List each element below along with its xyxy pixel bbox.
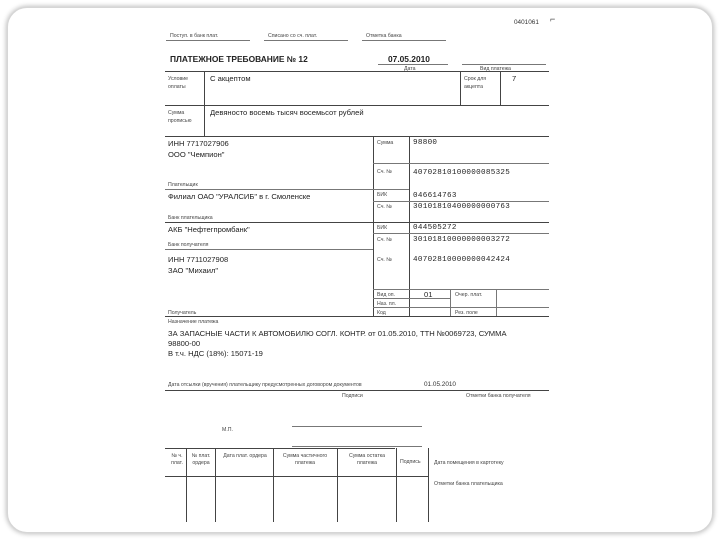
payer-caption: Плательщик [168,182,198,188]
vid-op-label: Вид оп. [377,292,395,298]
terms-divider-1 [204,71,205,105]
bottom-header-6: Подпись [400,459,421,465]
payee-bank-name: АКБ "Нефтегпромбанк" [168,225,250,234]
payer-amount-label: Сумма [377,140,394,146]
payer-account-value: 40702810100000085325 [413,169,511,177]
amount-words-top-border [165,105,549,106]
amount-words-label: Сумма прописью [168,110,192,124]
purpose-line-3: В т.ч. НДС (18%): 15071-19 [168,349,263,358]
signature-line-1 [292,426,422,427]
payer-inn: ИНН 7717027906 [168,139,229,148]
bottom-header-2: № плат. ордера [191,453,211,467]
corner-mark-top-right: ⌐ [550,14,556,24]
vid-op-value: 01 [424,290,433,299]
bank-mark-label: Отметки банка получателя [466,393,531,399]
reserve-label: Рез. поле [455,310,478,316]
payee-bank-caption: Банк получателя [168,242,209,248]
signatures-label: Подписи [342,393,363,399]
payee-bik-value: 044505272 [413,224,457,232]
payee-bik-label: БИК [377,225,388,231]
received-line [166,40,250,41]
file-date-label: Дата помещения в картотеку [434,460,504,466]
bottom-table-top [165,448,395,449]
goods-date-label: Дата отсылки (вручения) плательщику предусмотренных договором документов [168,382,362,388]
bottom-header-4: Сумма частичного платежа [282,453,328,467]
bottom-header-5: Сумма остатка платежа [349,453,385,467]
bank-mark-top-label: Отметка банка [366,33,402,39]
op-divider-2 [496,289,497,316]
amount-words-divider [204,105,205,136]
payee-bank-account-value: 30101810000000003272 [413,236,511,244]
payment-type-line [462,64,546,65]
bottom-col-6 [428,448,429,522]
op-row-top [373,289,549,290]
payee-inn: ИНН 7711027908 [168,255,229,264]
acceptance-label: Срок для акцепта [464,76,487,90]
form-code: 0401061 [514,19,539,26]
terms-divider-2 [460,71,461,105]
payer-bank-account-label: Сч. № [377,204,392,210]
debited-line [264,40,348,41]
payer-bank-bottom-border [165,222,549,223]
payer-bank-name: Филиал ОАО "УРАЛСИБ" в г. Смоленске [168,192,311,201]
code-label: Код [377,310,386,316]
payer-bik-top [373,189,409,190]
payee-account-label: Сч. № [377,257,392,263]
terms-label: Условие оплаты [168,76,189,90]
acceptance-value: 7 [512,74,517,83]
date-line [378,64,448,65]
purpose-line-2: 98800-00 [168,339,201,348]
purpose-label: Назначение платежа [168,319,219,325]
payer-account-label: Сч. № [377,169,392,175]
priority-label: Очер. плат. [455,292,483,298]
payer-bik-bottom [373,201,549,202]
date-caption: Дата [404,66,416,72]
amount-words-value: Девяносто восемь тысяч восемьсот рублей [210,108,364,117]
received-label: Поступ. в банк плат. [170,33,219,39]
payer-section-top-border [165,136,549,137]
goods-date-line [165,390,549,391]
purpose-line-1: ЗА ЗАПАСНЫЕ ЧАСТИ К АВТОМОБИЛЮ СОГЛ. КОНТР. от 01.05.2010, ТТН №0069723, СУММА [168,329,507,338]
payer-bank-account-value: 30101810400000000763 [413,203,511,211]
bottom-header-1: № ч. плат. [171,453,183,467]
signature-line-2 [292,446,422,447]
op-row-mid-1 [373,298,450,299]
payment-type-caption: Вид платежа [480,66,511,72]
bank-payer-mark-label: Отметки банка плательщика [434,481,503,487]
op-row-mid-2 [373,307,549,308]
payee-bank-account-label: Сч. № [377,237,392,243]
payee-bank-bottom-border [165,249,373,250]
terms-top-border [165,71,549,72]
purpose-code-label: Наз. пл. [377,301,397,307]
payee-account-value: 40702810000000042424 [413,256,511,264]
payer-name: ООО "Чемпион" [168,150,225,159]
payer-bik-label: БИК [377,192,388,198]
payee-caption: Получатель [168,310,197,316]
terms-divider-3 [500,71,501,105]
terms-value: С акцептом [210,74,251,83]
payer-amount-bottom [373,163,549,164]
goods-date-value: 01.05.2010 [424,381,456,388]
payer-bank-caption: Банк плательщика [168,215,213,221]
debited-label: Списано со сч. плат. [268,33,318,39]
payer-amount-value: 98800 [413,139,438,147]
bottom-col-2 [215,448,216,522]
payee-bik-bottom [373,233,549,234]
bottom-col-4 [337,448,338,522]
bottom-col-1 [186,448,187,522]
document-title: ПЛАТЕЖНОЕ ТРЕБОВАНИЕ № 12 [170,54,308,64]
payee-bottom-border [165,316,549,317]
stamp-label: М.П. [222,427,233,433]
bottom-col-3 [273,448,274,522]
document-date: 07.05.2010 [388,54,430,64]
bottom-table-header-bottom [165,476,428,477]
payee-name: ЗАО "Михаил" [168,266,219,275]
bank-mark-top-line [362,40,446,41]
payer-bottom-border [165,189,373,190]
bottom-header-3: Дата плат. ордера [223,453,267,459]
op-divider-1 [450,289,451,316]
bottom-col-5 [396,448,397,522]
payer-bik-value: 046614763 [413,192,457,200]
